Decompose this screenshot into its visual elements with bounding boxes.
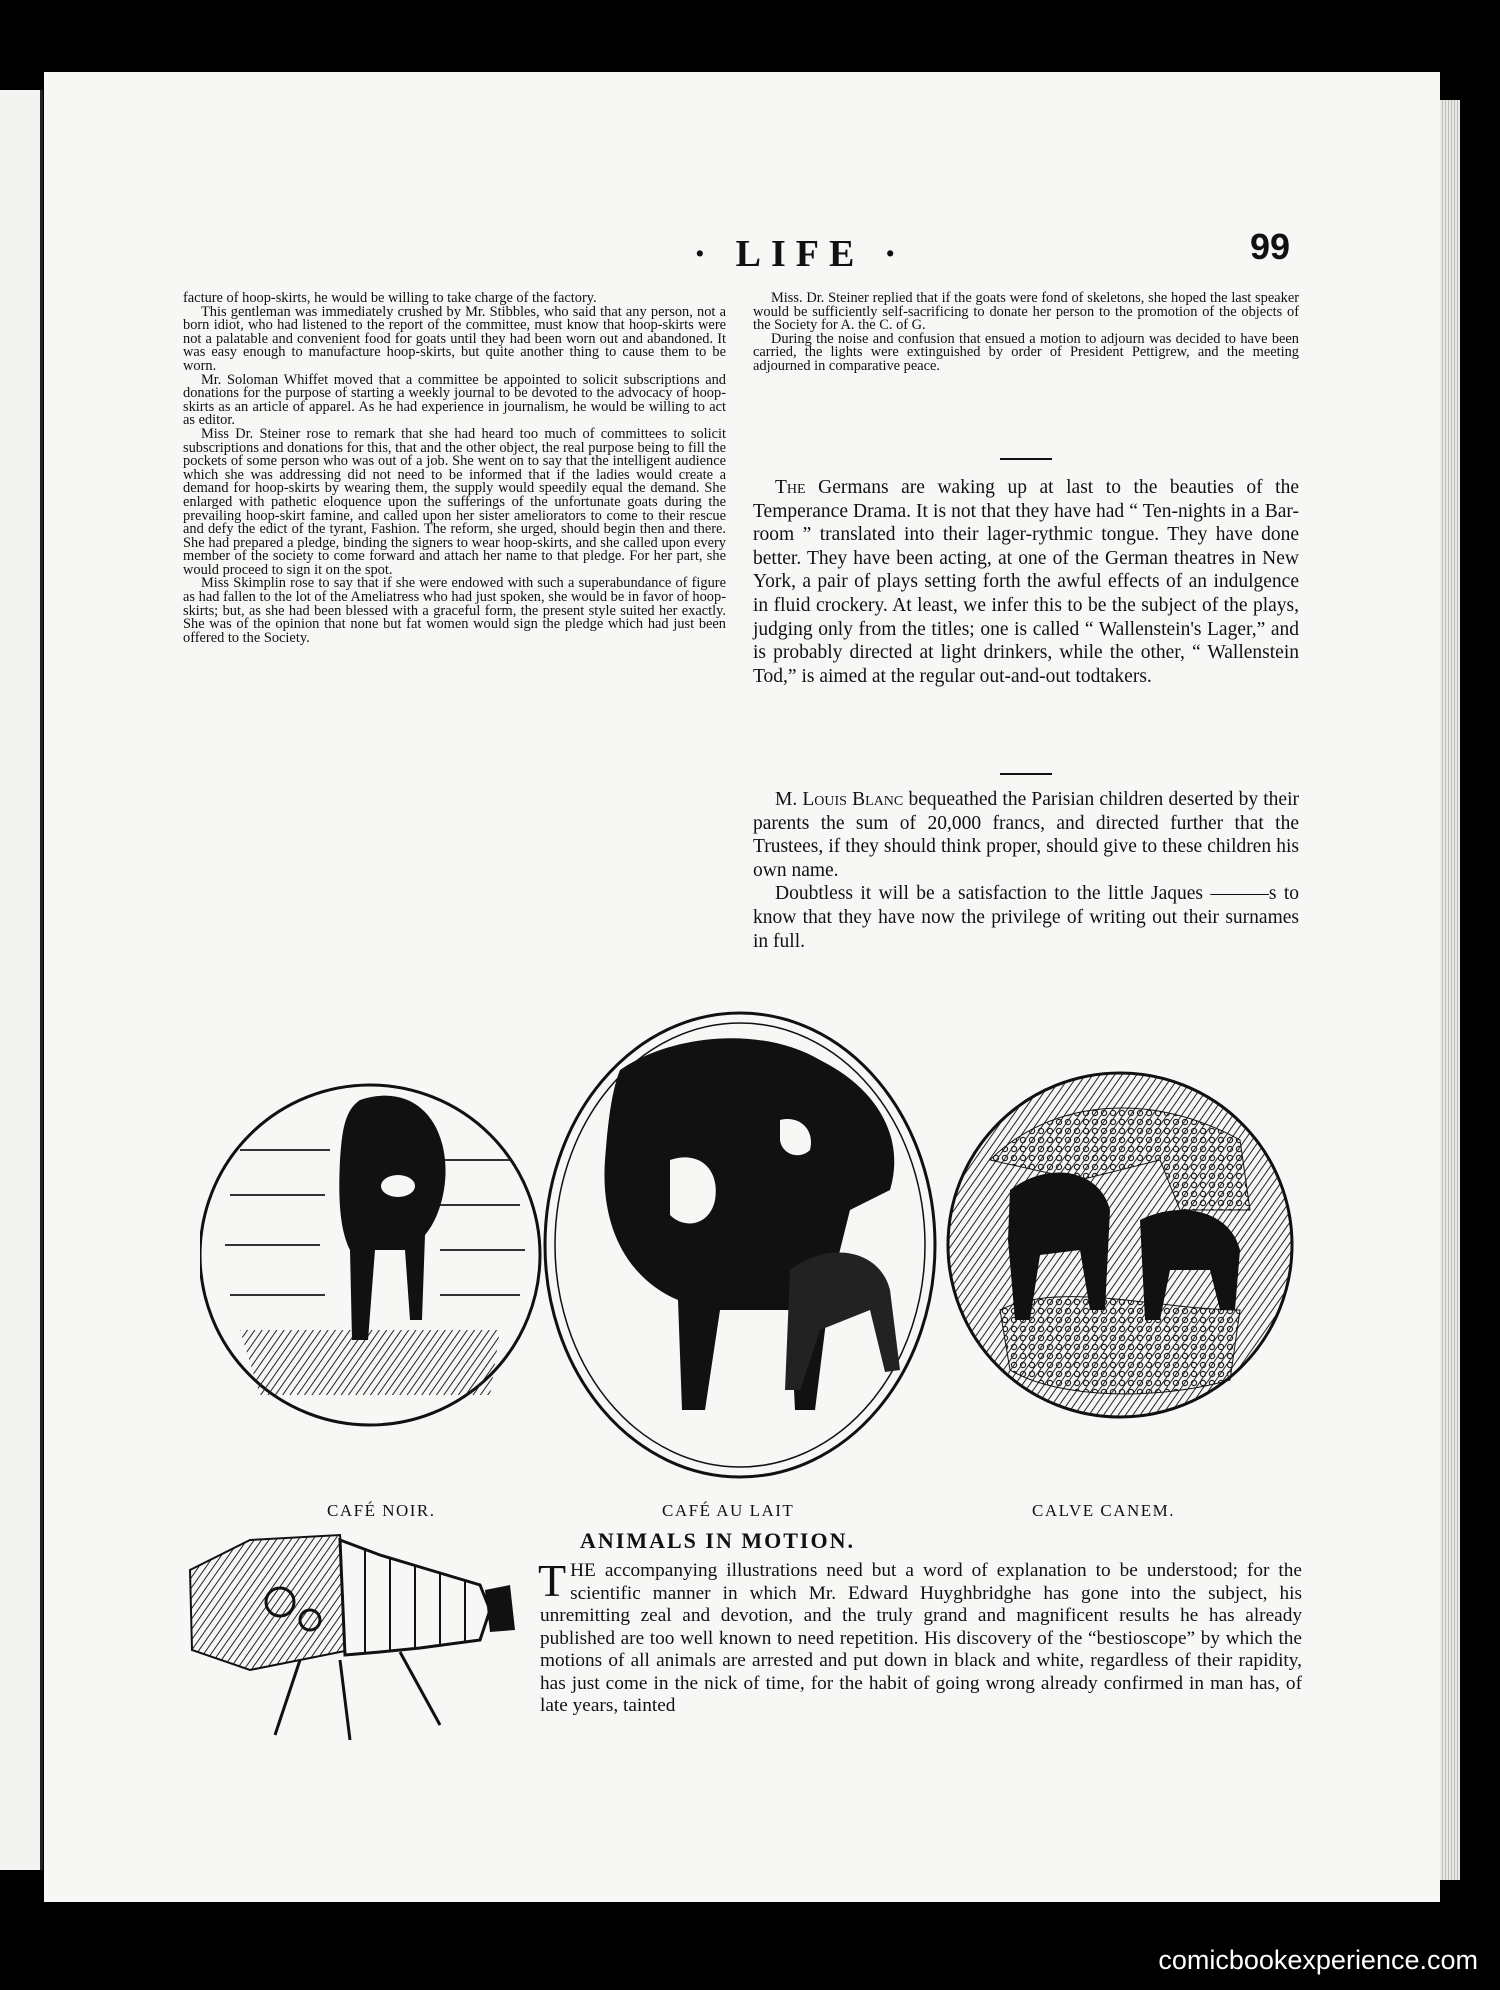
page-number: 99 xyxy=(1250,226,1291,267)
item-text: Doubtless it will be a satisfaction to the little Jaques ———s to know that they have now the privilege of writing out their surnames in full. xyxy=(753,883,1299,952)
item-lead: The xyxy=(775,477,806,498)
paragraph: Mr. Soloman Whiffet moved that a committee be appointed to solicit subscriptions and donations for the purpose of starting a weekly journal to be devoted to the advocacy of hoop-skirts as an article of apparel. As he had experience in journalism, he would be willing to act as editor. xyxy=(183,371,726,429)
section-divider xyxy=(1000,458,1052,460)
left-page-edge xyxy=(0,90,43,1870)
drop-cap: T xyxy=(538,1555,567,1606)
paragraph: Miss. Dr. Steiner replied that if the goats were fond of skeletons, she hoped the last speaker would be sufficiently self-sacrificing to donate her person to the promotion of the objects of the Society for A. the C. of G. xyxy=(753,290,1299,334)
site-watermark: comicbookexperience.com xyxy=(1158,1945,1478,1975)
paragraph: Miss Dr. Steiner rose to remark that she had heard too much of committees to solicit subscriptions and donations for this, that and the other object, the real purpose being to fill the pockets of some person who was out of a job. She went on to say that the intelligent audience which she was addressing did not need to be informed that if the ladies would create a demand for hoop-skirts by wearing them, the supply would speedily equal the demand. She enlarged with pathetic eloquence upon the sufferings of the unfortunate goats during the prevailing hoop-skirt famine, and called upon her sister ameliorators to come to their rescue and defy the edict of the tyrant, Fashion. The reform, she urged, should begin then and there. She had prepared a pledge, binding the signers to wear hoop-skirts, and she called upon every member of the society to come forward and attach her name to that pledge. For her part, she would proceed to sign it on the spot. xyxy=(183,425,726,578)
page-title: · LIFE · xyxy=(693,233,907,275)
cafe-au-lait-vignette xyxy=(545,1013,935,1477)
item-text: Germans are waking up at last to the beauties of the Temperance Drama. It is not that they have had “ Ten-nights in a Bar-room ” translated into their lager-rythmic tongue. They have done better. They have been acting, at one of the German theatres in New York, a pair of plays setting forth the awful effects of an indulgence in fluid crockery. At least, we infer this to be the subject of the plays, judging only from the titles; one is called “ Wallenstein's Lager,” and is probably directed at light drinkers, while the other, “ Wallenstein Tod,” is aimed at the regular out-and-out todtakers. xyxy=(753,477,1299,687)
story-title: ANIMALS IN MOTION. xyxy=(580,1528,855,1553)
right-column-top xyxy=(753,292,1299,374)
story-body xyxy=(538,1555,1302,1718)
camera-illustration xyxy=(180,1530,530,1745)
paragraph: During the noise and confusion that ensued a motion to adjourn was decided to have been carried, the lights were extinguished by order of President Pettigrew, and the meeting adjourned in comparative peace. xyxy=(753,330,1299,374)
story-text: HE accompanying illustrations need but a word of explanation to be understood; for the scientific manner in which Mr. Edward Huyghbridghe has gone into the subject, his unremitting zeal and devotion, and the truly grand and magnificent results he has already published are too well known to need repetition. His discovery of the “bestioscope” by which the motions of all animals are arrested and put down in black and white, regardless of their rapidity, has just come in the nick of time, for the habit of going wrong already confirmed in man has, of late years, tainted xyxy=(540,1560,1302,1716)
calve-canem-vignette xyxy=(948,1073,1292,1417)
page-stack-edge xyxy=(1440,100,1460,1880)
germans-item xyxy=(753,476,1299,688)
cow-illustrations xyxy=(200,1010,1310,1480)
caption-cafe-au-lait: CAFÉ AU LAIT xyxy=(662,1501,795,1520)
item-lead: M. Louis Blanc xyxy=(775,789,904,810)
paragraph: This gentleman was immediately crushed by Mr. Stibbles, who said that any person, not a born idiot, who had listened to the report of the committee, must know that hoop-skirts were not a palatable and convenient food for goats until they had been worn out and abandoned. It was easy enough to manufacture hoop-skirts, but quite another thing to cause them to be worn. xyxy=(183,303,726,374)
item-text: bequeathed the Parisian children deserted by their parents the sum of 20,000 francs, and directed further that the Trustees, if they should think proper, should give to these children his own name. xyxy=(753,789,1299,881)
cafe-noir-vignette xyxy=(200,1085,540,1425)
caption-cafe-noir: CAFÉ NOIR. xyxy=(327,1501,436,1520)
caption-calve-canem: CALVE CANEM. xyxy=(1032,1501,1175,1520)
left-column xyxy=(183,292,726,645)
paragraph: Miss Skimplin rose to say that if she were endowed with such a superabundance of figure as had fallen to the lot of the Ameliatress who had just spoken, she would be in favor of hoop-skirts; but, as she had been blessed with a graceful form, the present style suited her exactly. She was of the opinion that none but fat women would sign the pledge which had just been offered to the Society. xyxy=(183,575,726,646)
section-divider xyxy=(1000,773,1052,775)
paragraph: facture of hoop-skirts, he would be willing to take charge of the factory. xyxy=(183,290,597,306)
blanc-item xyxy=(753,788,1299,953)
